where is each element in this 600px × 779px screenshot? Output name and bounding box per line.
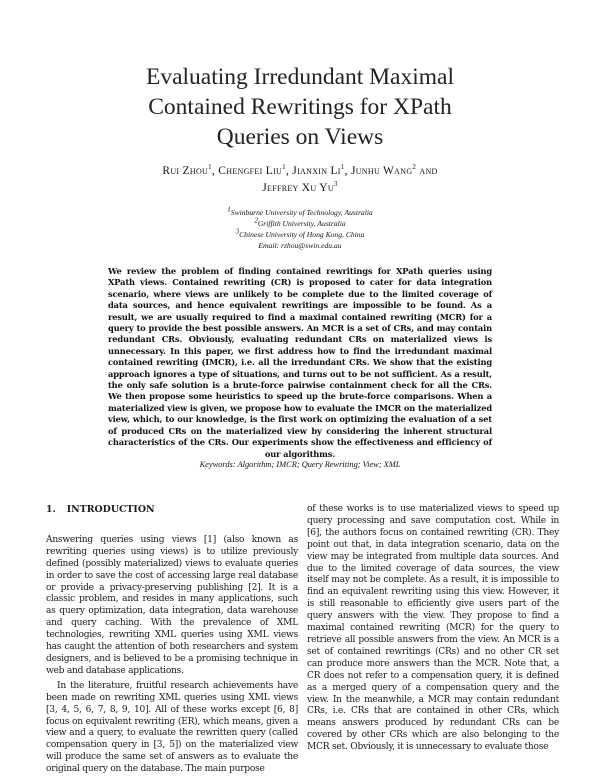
author-line-1: Rui Zhou$^1$, Chengfei Liu$^1$, Jianxin Li$^1$, Junhu Wang$^2$ and [162,163,438,177]
author-affil-mark: 1 [340,163,345,172]
section-title: INTRODUCTION [66,504,155,515]
left-column [46,504,298,779]
affiliation: $^3$Chinese University of Hong Kong, China [235,227,365,239]
title-line: Evaluating Irredundant Maximal [145,64,454,90]
author-list [100,163,500,197]
title-line: Queries on Views [216,124,384,150]
author-name: Rui Zhou [162,165,209,177]
keywords: Keywords: Algorithm; IMCR; Query Rewriting; View; XML [199,460,401,469]
author-name: Jeffrey Xu Yu [262,182,334,194]
author-name: Chengfei Liu [218,165,283,177]
paragraph: Answering queries using views [1] (also known as rewriting queries using views) is to utilize previously defined (possibly materialized) views to evaluate queries in order to save the cost of accessing large real database or provide a privacy-preserving publishing [2]. It is a classic problem, and resides in many applications, such as query optimization, data integration, data warehouse and query caching. With the prevalence of XML technologies, rewriting XML queries using XML views has caught the attention of both researchers and system designers, and is believed to be a promising technique in web and database applications. [46,534,298,676]
author-affil-mark: 3 [333,180,338,189]
section-heading [46,504,298,516]
abstract: We review the problem of finding contained rewritings for XPath queries using XPath views. Contained rewriting (CR) is proposed to cater for data integration scenario, where views are unlikely to be complete due to the limited coverage of data sources, and hence equivalent rewritings are impossible to be found. As a result, we are usually required to find a maximal contained rewriting (MCR) for a query to provide the best possible answers. An MCR is a set of CRs, and may contain redundant CRs. Obviously, evaluating redundant CRs on materialized views is unnecessary. In this paper, we first address how to find the irredundant maximal contained rewriting (IMCR), i.e. all the irredundant CRs. We show that the existing approach ignores a type of situations, and turns out to be not sufficient. As a result, the only safe solution is a brute-force pairwise containment check for all the CRs. We then propose some heuristics to speed up the brute-force comparisons. When a materialized view is given, we propose how to evaluate the IMCR on the materialized view, which, to our knowledge, is the first work on optimizing the evaluation of a set of produced CRs on the materialized view by considering the inherent structural characteristics of the CRs. Our experiments show the effectiveness and efficiency of our algorithms. [108,266,492,459]
author-line-2 [100,180,500,197]
affiliations [150,207,450,251]
affiliation: $^1$Swinburne University of Technology, Australia [227,205,373,217]
affiliation: $^2$Griffith University, Australia [254,216,346,228]
author-affil-mark: 2 [412,163,417,172]
paper-title [60,62,540,152]
author-name: Junhu Wang [350,165,413,177]
title-line: Contained Rewritings for XPath [148,94,452,120]
right-column [307,504,559,757]
paragraph: of these works is to use materialized views to speed up query processing and save computation cost. While in [6], the authors focus on contained rewriting (CR). They point out that, in data integration scenario, data on the view may be integrated from multiple data sources. And due to the limited coverage of data sources, the view itself may not be complete. As a result, it is impossible to find an equivalent rewriting using this view. However, it is still reasonable to efficiently give users part of the query answers with the view. They propose to find a maximal contained rewriting (MCR) for the query to retrieve all possible answers from the view. An MCR is a set of contained rewritings (CRs) and no other CR set can produce more answers than the MCR. Note that, a CR does not refer to a compensation query, it is defined as a merged query of a compensation query and the view. In the meanwhile, a MCR may contain redundant CRs, i.e. CRs that are contained in other CRs, which means answers produced by redundant CRs can be covered by other CRs which are also belonging to the MCR set. Obviously, it is unnecessary to evaluate those [307,504,559,753]
paragraph: In the literature, fruitful research achievements have been made on rewriting XML queries using XML views [3, 4, 5, 6, 7, 8, 9, 10]. All of these works except [6, 8] focus on equivalent rewriting (ER), which means, given a view and a query, to evaluate the rewritten query (called compensation query in [3, 5]) on the materialized view will produce the same set of answers as to evaluate the original query on the database. The main purpose [46,680,298,775]
section-number: 1. [46,504,56,515]
author-name: Jianxin Li [292,165,341,177]
author-affil-mark: 1 [208,163,212,172]
author-affil-mark: 1 [282,163,286,172]
contact-email: Email: rzhou@swin.edu.au [258,241,342,250]
